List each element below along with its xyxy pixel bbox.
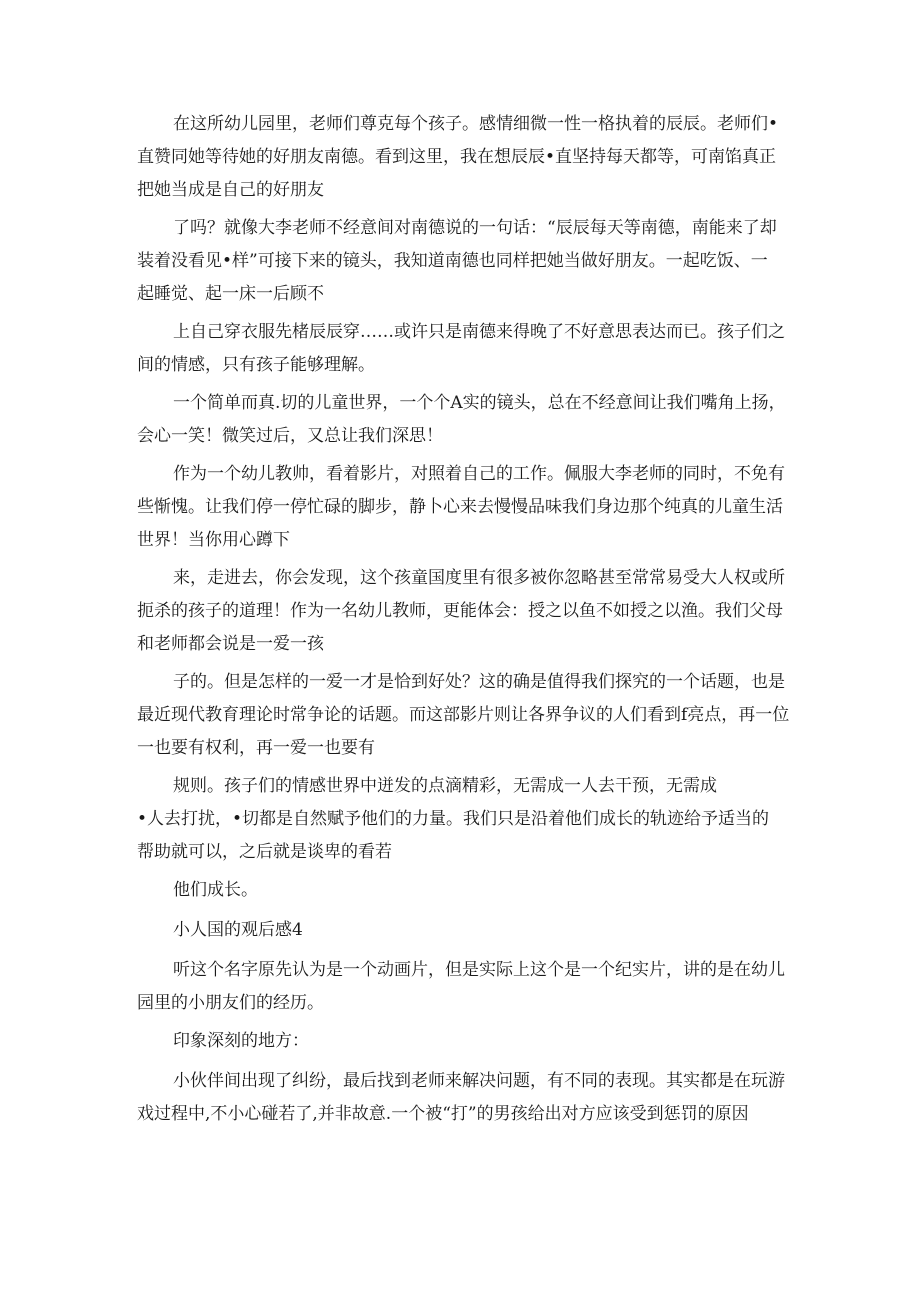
paragraph-10 <box>137 954 785 1020</box>
text-line: 他们成长。 <box>173 880 258 900</box>
text-line: 在这所幼儿园里，老师们尊克每个孩子。感情细微一性一格执着的辰辰。老师们• <box>173 114 779 134</box>
text-line: 装着没看见•样”可接下来的镜头，我知道南德也同样把她当做好朋友。一起吃饭、一 <box>137 251 768 271</box>
text-line: 帮助就可以，之后就是谈卑的看若 <box>137 842 392 862</box>
text-line: 扼杀的孩子的道理！作为一名幼儿教师，更能体会：授之以鱼不如授之以渔。我们父母 <box>137 601 783 621</box>
paragraph-11 <box>137 1025 781 1058</box>
text-line: 些惭愧。让我们停一停忙碌的脚步，静卜心来去慢慢品味我们身边那个纯真的儿童生活 <box>137 497 783 517</box>
text-line: 作为一个幼儿教帅，看着影片，对照着自己的工作。佩服大李老师的同时，不免有 <box>173 464 785 484</box>
text-line: 上自己穿衣服先楮辰辰穿……或许只是南德来得晚了不好意思表达而已。孩子们之 <box>173 322 785 342</box>
text-line: 规则。孩子们的情感世界中迸发的点滴精彩，无需成一人去干预，无需成 <box>173 776 717 796</box>
paragraph-1 <box>137 108 781 207</box>
paragraph-7 <box>137 666 790 765</box>
text-line: 小伙伴间出现了纠纷，最后找到老师来解决问题，有不同的表现。其实都是在玩游 <box>173 1071 785 1091</box>
text-line: 来，走进去，你会发现，这个孩童国度里有很多被你忽略甚至常常易受大人权或所 <box>173 568 785 588</box>
text-line: 和老师都会说是一爱一孩 <box>137 634 324 654</box>
text-line: 最近现代教育理论时常争论的话题。而这部影片则让各界争议的人们看到f亮点，再一位 <box>137 705 790 725</box>
text-line: 世界！当你用心蹲下 <box>137 530 290 550</box>
text-line: 园里的小朋友们的经历。 <box>137 993 324 1013</box>
text-line: 听这个名字原先认为是一个动画片，但是实际上这个是一个纪实片，讲的是在幼儿 <box>173 960 785 980</box>
paragraph-8 <box>137 770 781 869</box>
paragraph-12 <box>137 1065 785 1131</box>
text-line: 直赞同她等待她的好朋友南德。看到这里，我在想辰辰•直坚持每天都等，可南馅真正 <box>137 147 777 167</box>
paragraph-4 <box>137 387 786 453</box>
text-line: 一个简单而真.切的儿童世界，一个个A实的镜头，总在不经意间让我们嘴角上扬， <box>173 393 786 413</box>
section-heading <box>137 914 781 947</box>
paragraph-6 <box>137 562 785 661</box>
text-line: 了吗？就像大李老师不经意间对南德说的一句话：“辰辰每天等南德，南能来了却 <box>173 218 777 238</box>
text-line: 间的情感，只有孩子能够理解。 <box>137 355 375 375</box>
text-line: 把她当成是自己的好朋友 <box>137 180 324 200</box>
paragraph-5 <box>137 458 785 557</box>
text-line: 一也要有权利，再一爱一也要有 <box>137 738 375 758</box>
text-line: •人去打扰，•切都是自然赋予他们的力量。我们只是沿着他们成长的轨迹给予适当的 <box>137 809 770 829</box>
heading-line: 小人国的观后感4 <box>173 920 303 940</box>
paragraph-2 <box>137 212 781 311</box>
text-line: 子的。但是怎样的一爱一才是恰到好处？这的确是值得我们探究的一个话题，也是 <box>173 672 785 692</box>
text-line: 戏过程中,不小心碰若了,并非故意.一个被“打”的男孩给出对方应该受到惩罚的原因 <box>137 1104 749 1124</box>
text-line: 会心一笑！微笑过后，又总让我们深思！ <box>137 426 443 446</box>
paragraph-9 <box>137 874 781 907</box>
paragraph-3 <box>137 316 785 382</box>
text-line: 印象深刻的地方： <box>173 1031 309 1051</box>
text-line: 起睡觉、起一床一后顾不 <box>137 284 324 304</box>
